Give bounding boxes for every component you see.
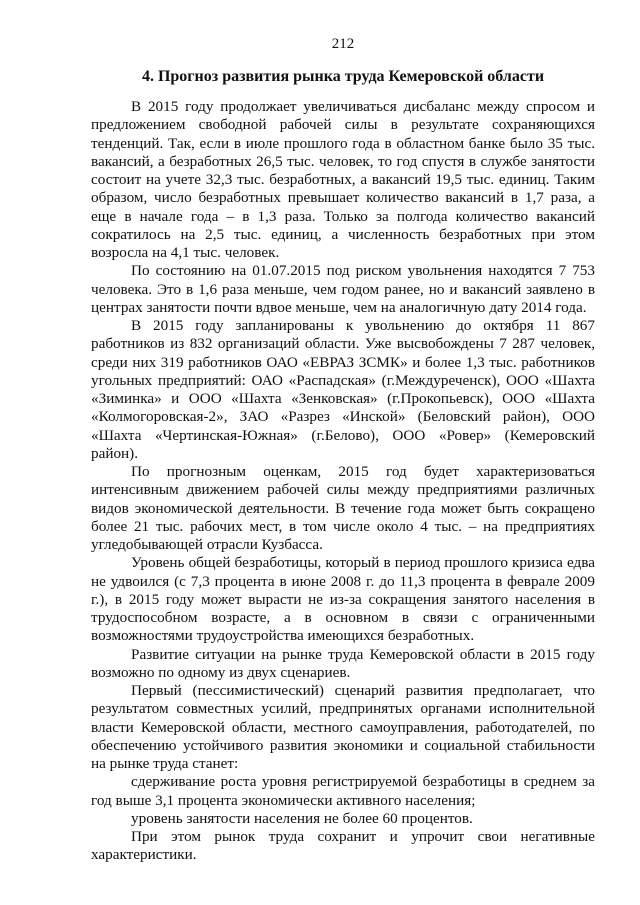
paragraph: По прогнозным оценкам, 2015 год будет характеризоваться интенсивным движением рабочей силы между предприятиями различных видов экономической деятельности. В течение года может быть сокращено более 21 тыс. рабочих мест, в том числе около 4 тыс. – на предприятиях угледобывающей отрасли Кузбасса. [91,463,595,553]
paragraph: сдерживание роста уровня регистрируемой безработицы в среднем за год выше 3,1 процента экономически активного населения; [91,773,595,809]
paragraph: уровень занятости населения не более 60 процентов. [131,809,473,827]
paragraph: По состоянию на 01.07.2015 под риском увольнения находятся 7 753 человека. Это в 1,6 раза меньше, чем годом ранее, но и вакансий заявлено в центрах занятости почти вдвое меньше, чем на аналогичную дату 2014 года. [91,262,595,316]
paragraph: Развитие ситуации на рынке труда Кемеровской области в 2015 году возможно по одному из двух сценариев. [91,645,595,681]
paragraph: Первый (пессимистический) сценарий развития предполагает, что результатом совместных усилий, предпринятых органами исполнительной власти Кемеровской области, местного самоуправления, работодателей, по обеспечению устойчивого развития экономики и социальной стабильности на рынке труда станет: [91,682,595,772]
page-number: 212 [331,36,355,52]
body-text [91,98,595,865]
paragraph: При этом рынок труда сохранит и упрочит свои негативные характеристики. [91,828,595,864]
paragraph: В 2015 году продолжает увеличиваться дисбаланс между спросом и предложением свободной рабочей силы в результате сохраняющихся тенденций. Так, если в июле прошлого года в областном банке было 35 тыс. вакансий, а безработных 26,5 тыс. человек, то год спустя в службе занятости состоит на учете 32,3 тыс. безработных, а вакансий 19,5 тыс. единиц. Таким образом, число безработных превышает количество вакансий в 1,7 раза, а еще в начале года – в 1,3 раза. Только за полгода количество вакансий сократилось на 2,5 тыс. единиц, а численность безработных при этом возросла на 4,1 тыс. человек. [91,98,595,261]
paragraph: В 2015 году запланированы к увольнению до октября 11 867 работников из 832 организаций области. Уже высвобождены 7 287 человек, среди них 319 работников ОАО «ЕВРАЗ ЗСМК» и более 1,3 тыс. работников угольных предприятий: ОАО «Распадская» (г.Междуреченск), ООО «Шахта «Зиминка» и ООО «Шахта «Зенковская» (г.Прокопьевск), ООО «Шахта «Колмогоровская-2», ЗАО «Разрез «Инской» (Беловский район), ООО «Шахта «Чертинская-Южная» (г.Белово), ООО «Ровер» (Кемеровский район). [91,317,595,462]
section-heading: 4. Прогноз развития рынка труда Кемеровской области [141,68,545,85]
paragraph: Уровень общей безработицы, который в период прошлого кризиса едва не удвоился (с 7,3 процента в июне 2008 г. до 11,3 процента в феврале 2009 г.), в 2015 году может вырасти не из-за сокращения занятого населения в трудоспособном возрасте, а в основном в связи с ограниченными возможностями трудоустройства имеющихся безработных. [91,554,595,645]
